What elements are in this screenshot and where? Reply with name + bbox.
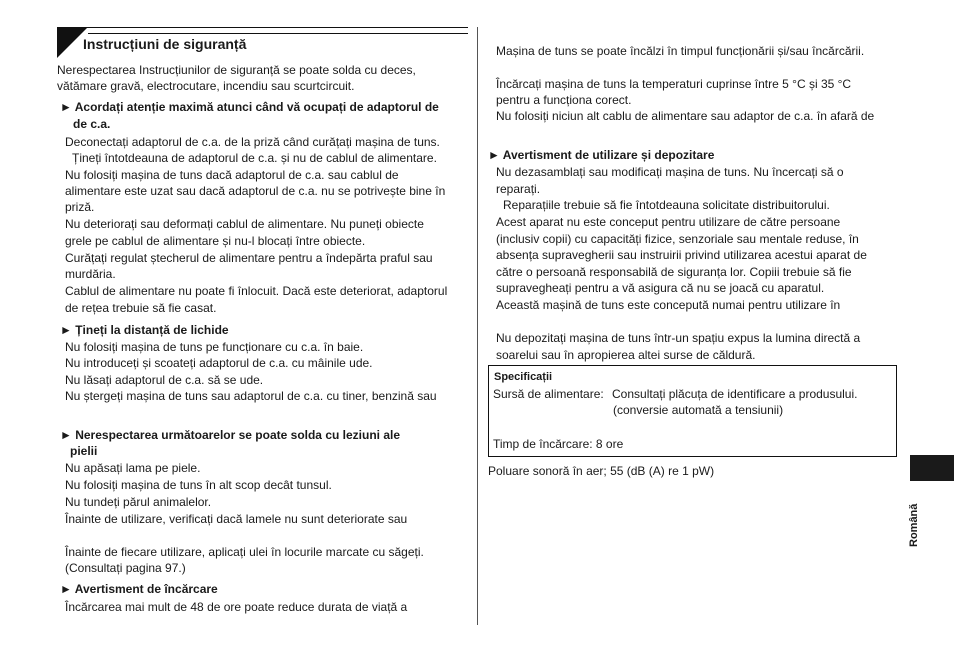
text-line: Încărcarea mai mult de 48 de ore poate reduce durata de viață a — [65, 600, 408, 614]
text-line: Nu folosiți mașina de tuns dacă adaptorul de c.a. sau cablul de — [65, 168, 399, 182]
header-rule-bottom — [88, 33, 468, 34]
text-line: Nu lăsați adaptorul de c.a. să se ude. — [65, 373, 264, 387]
text-line: Nu depozitați mașina de tuns într-un spațiu expus la lumina directă a — [496, 331, 861, 345]
subheading: ► Avertisment de încărcare — [60, 582, 218, 596]
text-line: Încărcați mașina de tuns la temperaturi cuprinse între 5 °C și 35 °C — [496, 77, 852, 91]
subheading-cont: pielii — [70, 444, 98, 458]
subheading: ► Nerespectarea următoarelor se poate solda cu leziuni ale — [60, 428, 401, 442]
text-line: Nu folosiți mașina de tuns pe funcționare cu c.a. în baie. — [65, 340, 364, 354]
text-line: de rețea trebuie să fie casat. — [65, 301, 217, 315]
text-line: Țineți întotdeauna de adaptorul de c.a. și nu de cablul de alimentare. — [72, 151, 437, 165]
text-line: Nu tundeți părul animalelor. — [65, 495, 212, 509]
specifications-box — [488, 365, 897, 457]
text-line: Cablul de alimentare nu poate fi înlocuit. Dacă este deteriorat, adaptorul — [65, 284, 448, 298]
specs-power-note: (conversie automată a tensiunii) — [613, 403, 784, 417]
text-line: (Consultați pagina 97.) — [65, 561, 186, 575]
language-tab-marker — [910, 455, 954, 481]
text-line: Nu deteriorați sau deformați cablul de alimentare. Nu puneți obiecte — [65, 217, 424, 231]
text-line: Înainte de fiecare utilizare, aplicați ulei în locurile marcate cu săgeți. — [65, 545, 424, 559]
language-tab-label: Română — [908, 503, 920, 547]
text-line: grele pe cablul de alimentare și nu-l blocați între obiecte. — [65, 234, 366, 248]
subheading: ► Avertisment de utilizare și depozitare — [488, 148, 715, 162]
specs-power-value: Consultați plăcuța de identificare a produsului. — [612, 387, 858, 401]
subheading: ► Țineți la distanță de lichide — [60, 323, 229, 337]
text-line: reparați. — [496, 182, 541, 196]
text-line: vătămare gravă, electrocutare, incendiu sau scurtcircuit. — [57, 79, 355, 93]
text-line: priză. — [65, 200, 95, 214]
text-line: Nu introduceți și scoateți adaptorul de c.a. cu mâinile ude. — [65, 356, 373, 370]
text-line: supravegheați pentru a vă asigura că nu se joacă cu aparatul. — [496, 281, 825, 295]
text-line: absența supravegherii sau instruirii privind utilizarea acestui aparat de — [496, 248, 867, 262]
header-rule-top — [57, 27, 468, 28]
text-line: Acest aparat nu este conceput pentru utilizare de către persoane — [496, 215, 841, 229]
specs-title: Specificații — [494, 371, 553, 383]
column-divider — [477, 27, 478, 625]
text-line: Curățați regulat ștecherul de alimentare pentru a îndepărta praful sau — [65, 251, 433, 265]
text-line: Reparațiile trebuie să fie întotdeauna solicitate distribuitorului. — [503, 198, 830, 212]
text-line: (inclusiv copii) cu capacități fizice, senzoriale sau mentale reduse, în — [496, 232, 859, 246]
specs-charge-time: Timp de încărcare: 8 ore — [493, 437, 624, 451]
text-line: Nu folosiți mașina de tuns în alt scop decât tunsul. — [65, 478, 332, 492]
subheading: ► Acordați atenție maximă atunci când vă ocupați de adaptorul de — [60, 100, 439, 114]
subheading-cont: de c.a. — [73, 117, 111, 131]
text-line: Nu apăsați lama pe piele. — [65, 461, 201, 475]
section-title: Instrucțiuni de siguranță — [83, 36, 247, 52]
text-line: Nu folosiți niciun alt cablu de alimentare sau adaptor de c.a. în afară de — [496, 109, 875, 123]
text-line: Nu ștergeți mașina de tuns sau adaptorul de c.a. cu tiner, benzină sau — [65, 389, 437, 403]
text-line: Deconectați adaptorul de c.a. de la priză când curățați mașina de tuns. — [65, 135, 440, 149]
specs-power-label: Sursă de alimentare: — [493, 387, 604, 401]
text-line: Această mașină de tuns este concepută numai pentru utilizare în — [496, 298, 841, 312]
text-line: soarelui sau în apropierea altei surse de căldură. — [496, 348, 756, 362]
text-line: Mașina de tuns se poate încălzi în timpul funcționării și/sau încărcării. — [496, 44, 865, 58]
text-line: Nu dezasamblați sau modificați mașina de tuns. Nu încercați să o — [496, 165, 844, 179]
text-line: Nerespectarea Instrucțiunilor de siguranță se poate solda cu deces, — [57, 63, 416, 77]
text-line: murdăria. — [65, 267, 116, 281]
text-line: pentru a funcționa corect. — [496, 93, 632, 107]
text-line: Înainte de utilizare, verificați dacă lamele nu sunt deteriorate sau — [65, 512, 408, 526]
noise-level: Poluare sonoră în aer; 55 (dB (A) re 1 pW) — [488, 464, 715, 478]
text-line: alimentare este uzat sau dacă adaptorul de c.a. nu se potrivește bine în — [65, 184, 446, 198]
text-line: către o persoană responsabilă de siguranța lor. Copiii trebuie să fie — [496, 265, 852, 279]
